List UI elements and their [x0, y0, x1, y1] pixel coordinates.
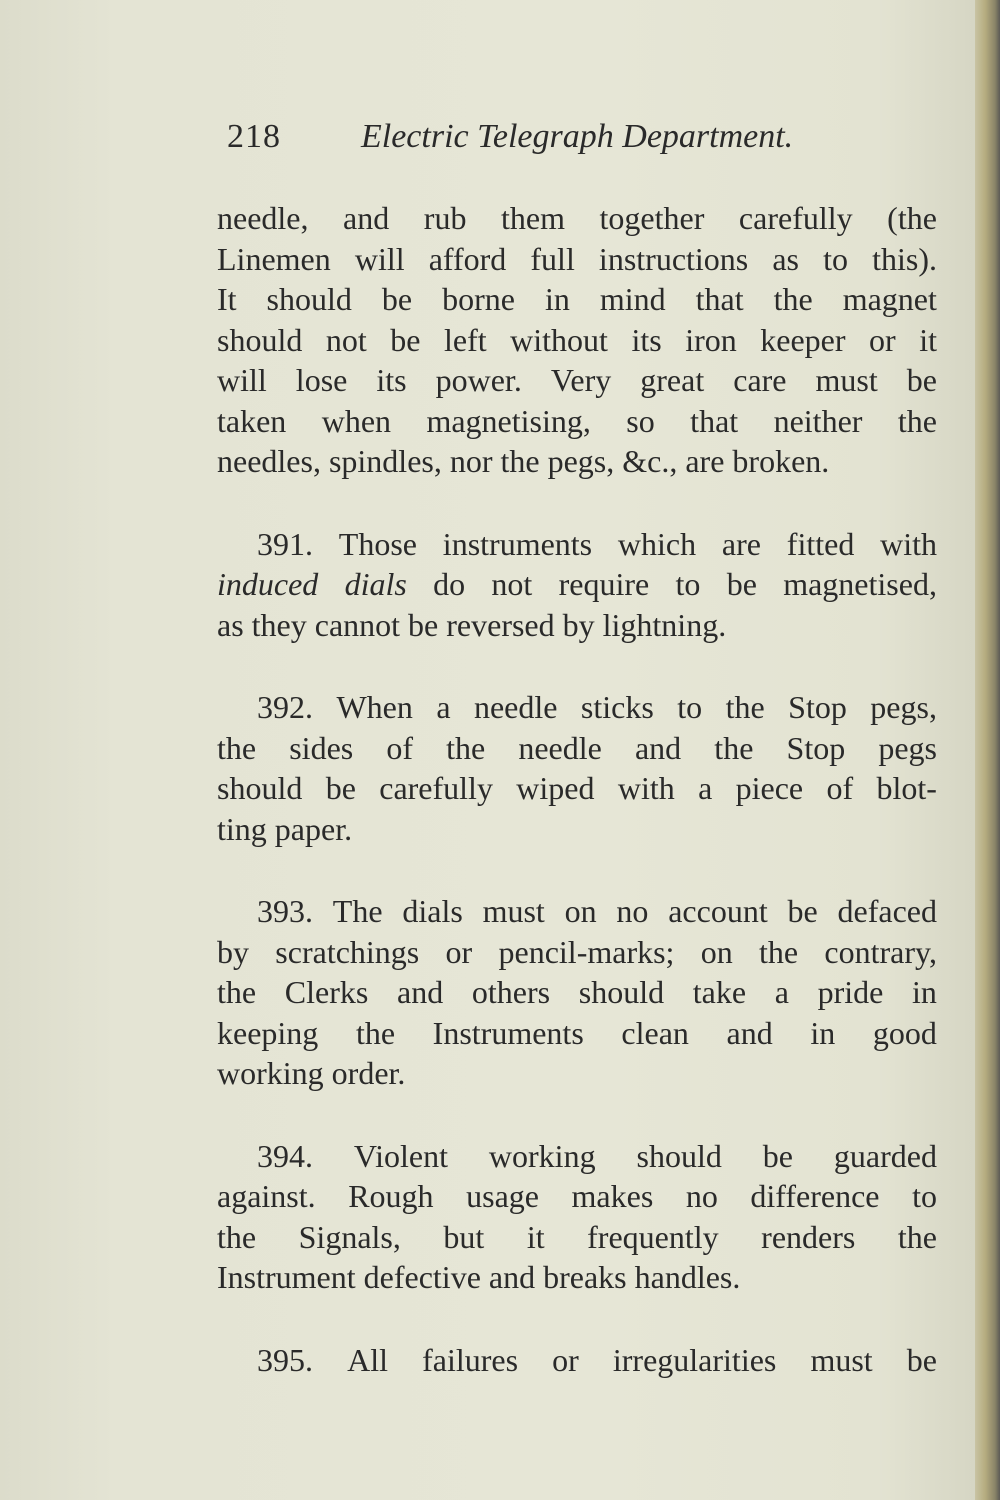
- text-line: by scratchings or pencil-marks; on the contrary,: [217, 933, 937, 970]
- page-number: 218: [227, 118, 281, 155]
- text-line: It should be borne in mind that the magnet: [217, 281, 937, 317]
- text-line: should not be left without its iron keeper or it: [217, 321, 937, 358]
- text-line: will lose its power. Very great care must be: [217, 362, 937, 398]
- paragraph-393: [217, 891, 937, 1094]
- paragraph-394: [217, 1136, 937, 1298]
- paragraph-continuation: [217, 198, 937, 482]
- text-line: working order.: [217, 1055, 406, 1091]
- paragraph-392: [217, 687, 937, 849]
- text-line: 395. All failures or irregularities must be: [257, 1341, 937, 1378]
- text-line: 392. When a needle sticks to the Stop pegs,: [257, 689, 937, 725]
- text-line: 391. Those instruments which are fitted with: [257, 525, 937, 562]
- text-line: keeping the Instruments clean and in good: [217, 1014, 937, 1051]
- text-line: needle, and rub them together carefully (the: [217, 200, 937, 236]
- text-line: 393. The dials must on no account be defaced: [257, 893, 937, 929]
- book-spine-edge: [975, 0, 1000, 1500]
- text-line: as they cannot be reversed by lightning.: [217, 606, 727, 643]
- paragraph-395: [217, 1340, 937, 1381]
- paragraph-391: [217, 524, 937, 646]
- text-line: should be carefully wiped with a piece of blot-: [217, 770, 937, 806]
- page-text-block: [217, 118, 937, 1380]
- running-header: [217, 118, 937, 198]
- text-line: ting paper.: [217, 810, 353, 847]
- text-line: the Signals, but it frequently renders the: [217, 1218, 937, 1255]
- running-title: Electric Telegraph Department.: [361, 118, 794, 155]
- text-line: Linemen will afford full instructions as to this).: [217, 240, 937, 277]
- text-line: needles, spindles, nor the pegs, &c., are broken.: [217, 443, 830, 479]
- text-line: against. Rough usage makes no difference to: [217, 1178, 937, 1214]
- text-line: the sides of the needle and the Stop pegs: [217, 729, 937, 766]
- text-line: taken when magnetising, so that neither the: [217, 402, 937, 439]
- text-line: Instrument defective and breaks handles.: [217, 1259, 741, 1295]
- text-line: the Clerks and others should take a pride in: [217, 974, 937, 1010]
- text-line: induced dials do not require to be magnetised,: [217, 566, 937, 602]
- text-line: 394. Violent working should be guarded: [257, 1137, 937, 1174]
